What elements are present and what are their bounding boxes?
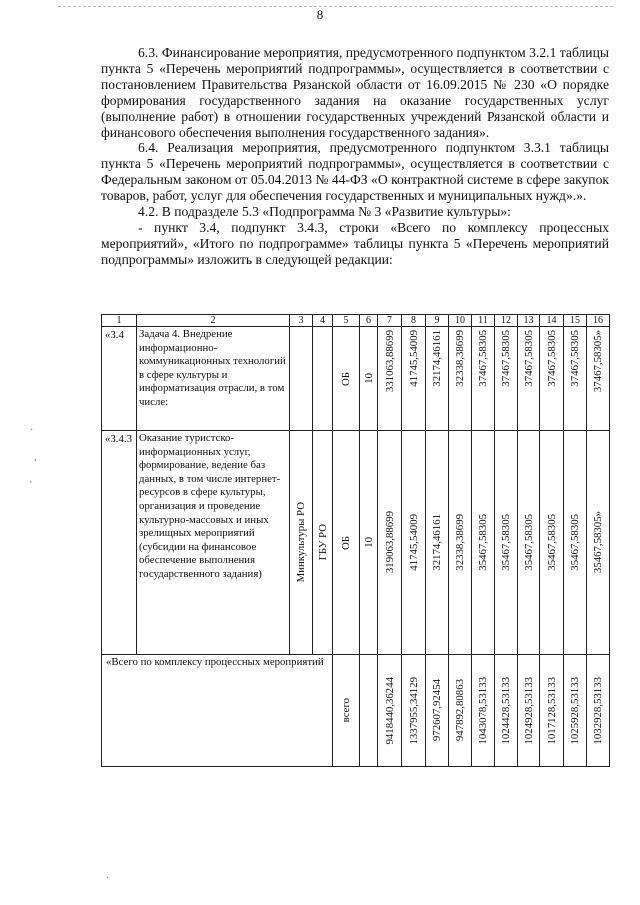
header-cell: 4 [313, 315, 333, 327]
table-row-total [102, 655, 610, 767]
body-text [101, 45, 609, 268]
ministry-cell: Минкультуры РО [295, 502, 307, 583]
value-cell: 319063,88699 [383, 511, 396, 574]
value-cell: 41745,54009 [407, 330, 420, 387]
scan-speck: ' [30, 480, 32, 491]
code-cell: 10 [362, 537, 375, 548]
value-cell: 32174,46161 [431, 330, 443, 387]
value-cell: 37467,58305 [522, 330, 535, 387]
header-cell: 11 [472, 315, 495, 327]
value-cell: 37467,58305» [592, 330, 604, 393]
value-cell: 35467,58305» [592, 511, 604, 574]
value-cell: 37467,58305 [569, 330, 581, 387]
header-cell: 14 [540, 315, 564, 327]
paragraph-4-2: 4.2. В подразделе 5.3 «Подпрограмма № 3 «Развитие культуры»: [138, 204, 511, 220]
executor-cell: ГБУ РО [316, 524, 329, 561]
value-cell: 35467,58305 [522, 514, 535, 571]
value-cell: 1024928,53133 [522, 676, 535, 745]
header-cell: 9 [426, 315, 449, 327]
scan-speck: · [30, 425, 34, 436]
header-cell: 3 [290, 315, 313, 327]
header-cell: 13 [518, 315, 540, 327]
page-number: 8 [316, 7, 324, 22]
row-name: Задача 4. Внедрение информационно-коммуникационных технологий в сфере культуры и информатизация отрасли, в том числе: [137, 327, 290, 431]
value-cell: 37467,58305 [477, 330, 489, 387]
measures-table [101, 314, 610, 767]
value-cell: 1043078,53133 [477, 676, 489, 745]
table-row-3-4 [102, 327, 610, 431]
value-cell: 32338,38699 [454, 330, 466, 387]
header-cell: 6 [360, 315, 378, 327]
header-cell: 8 [402, 315, 426, 327]
value-cell: 35467,58305 [545, 514, 558, 571]
value-cell: 1337955,34129 [407, 676, 420, 745]
header-cell: 2 [137, 315, 290, 327]
value-cell: 1017128,53133 [545, 676, 558, 745]
value-cell: 1032928,53133 [592, 676, 604, 745]
value-cell: 1025928,53133 [569, 676, 581, 745]
total-row-name: «Всего по комплексу процессных мероприятий [102, 655, 333, 767]
value-cell: 947892,80863 [454, 679, 466, 742]
executor-cell [313, 327, 333, 431]
paragraph-6-3: 6.3. Финансирование мероприятия, предусмотренного подпунктом 3.2.1 таблицы пункта 5 «Перечень мероприятий подпрограммы», осуществляется в соответствии с постановлением Правительства Рязанской области от 16.09.2015 № 230 «О порядке формирования государственного задания на оказание государственных услуг (выполнение работ) в отношении государственных учреждений Рязанской области и финансового обеспечения выполнения государственного задания». [101, 45, 609, 140]
header-cell: 5 [333, 315, 360, 327]
row-number: «3.4.3 [102, 431, 137, 655]
value-cell: 37467,58305 [545, 330, 558, 387]
value-cell: 32338,38699 [454, 514, 466, 571]
row-name: Оказание туристско-информационных услуг, формирование, ведение баз данных, в том числе интернет-ресурсов в сфере культуры, организация и проведение культурно-массовых и иных зрелищных мероприятий (субсидии на финансовое обеспечение выполнения государственного задания) [137, 431, 290, 655]
value-cell: 32174,46161 [431, 514, 443, 571]
header-cell: 16 [587, 315, 610, 327]
paragraph-item: - пункт 3.4, подпункт 3.4.3, строки «Всего по комплексу процессных мероприятий», «Итого по подпрограмме» таблицы пункта 5 «Перечень мероприятий подпрограммы» изложить в следующей редакции: [101, 219, 609, 267]
header-cell: 12 [495, 315, 518, 327]
header-cell: 1 [102, 315, 137, 327]
value-cell: 37467,58305 [500, 330, 512, 387]
scan-speck: , [34, 452, 37, 463]
table-header-row [102, 315, 610, 327]
value-cell: 1024428,53133 [500, 676, 512, 745]
value-cell: 9418440,36244 [383, 676, 396, 745]
source-cell: ОБ [340, 535, 352, 550]
header-cell: 15 [564, 315, 587, 327]
ministry-cell [290, 327, 313, 431]
table-row-3-4-3 [102, 431, 610, 655]
value-cell: 35467,58305 [477, 514, 489, 571]
source-cell: всего [340, 698, 352, 723]
code-cell: 10 [362, 373, 375, 384]
source-cell: ОБ [340, 371, 352, 386]
value-cell: 35467,58305 [500, 514, 512, 571]
value-cell: 972607,92454 [431, 679, 443, 742]
scan-speck: · [106, 873, 110, 884]
value-cell: 41745,54009 [407, 514, 420, 571]
code-cell [360, 655, 378, 767]
paragraph-6-4: 6.4. Реализация мероприятия, предусмотренного подпунктом 3.3.1 таблицы пункта 5 «Перечень мероприятий подпрограммы», осуществляется в соответствии с Федеральным законом от 05.04.2013 № 44-ФЗ «О контрактной системе в сфере закупок товаров, работ, услуг для обеспечения государственных и муниципальных нужд».». [101, 140, 609, 204]
row-number: «3.4 [102, 327, 137, 431]
value-cell: 35467,58305 [569, 514, 581, 571]
value-cell: 331063,88699 [383, 330, 396, 393]
header-cell: 7 [378, 315, 402, 327]
header-cell: 10 [449, 315, 472, 327]
